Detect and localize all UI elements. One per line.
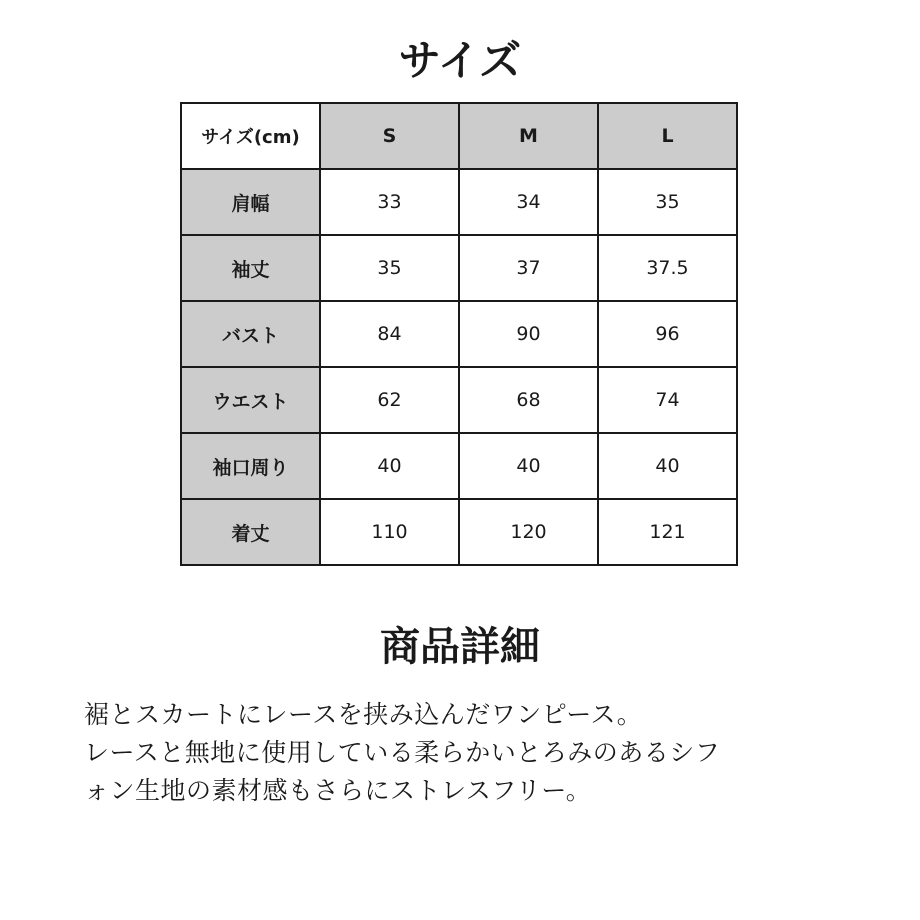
row-label: 着丈: [181, 499, 320, 565]
table-row: [181, 235, 737, 301]
table-corner-label: サイズ(cm): [181, 103, 320, 169]
row-label: 袖丈: [181, 235, 320, 301]
column-header-m: M: [459, 103, 598, 169]
description-line: ォン生地の素材感もさらにストレスフリー。: [84, 776, 592, 805]
table-cell: 35: [598, 169, 737, 235]
description-line: 裾とスカートにレースを挟み込んだワンピース。: [84, 700, 643, 729]
table-row: [181, 367, 737, 433]
table-cell: 35: [320, 235, 459, 301]
table-cell: 68: [459, 367, 598, 433]
table-header-row: [181, 103, 737, 169]
row-label: ウエスト: [181, 367, 320, 433]
table-cell: 74: [598, 367, 737, 433]
row-label: 肩幅: [181, 169, 320, 235]
table-cell: 40: [598, 433, 737, 499]
product-description: [84, 696, 864, 810]
column-header-s: S: [320, 103, 459, 169]
table-cell: 96: [598, 301, 737, 367]
table-cell: 40: [320, 433, 459, 499]
table-row: [181, 499, 737, 565]
row-label: 袖口周り: [181, 433, 320, 499]
table-cell: 62: [320, 367, 459, 433]
table-cell: 90: [459, 301, 598, 367]
table-row: [181, 301, 737, 367]
table-cell: 33: [320, 169, 459, 235]
size-section-title: サイズ: [398, 36, 522, 85]
table-cell: 84: [320, 301, 459, 367]
table-cell: 37: [459, 235, 598, 301]
table-row: [181, 433, 737, 499]
table-row: [181, 169, 737, 235]
table-cell: 120: [459, 499, 598, 565]
table-cell: 110: [320, 499, 459, 565]
description-line: レースと無地に使用している柔らかいとろみのあるシフ: [84, 738, 721, 767]
table-cell: 121: [598, 499, 737, 565]
row-label: バスト: [181, 301, 320, 367]
size-chart-table: [180, 102, 738, 566]
table-cell: 34: [459, 169, 598, 235]
detail-section-title: 商品詳細: [380, 624, 540, 670]
table-cell: 40: [459, 433, 598, 499]
table-cell: 37.5: [598, 235, 737, 301]
column-header-l: L: [598, 103, 737, 169]
